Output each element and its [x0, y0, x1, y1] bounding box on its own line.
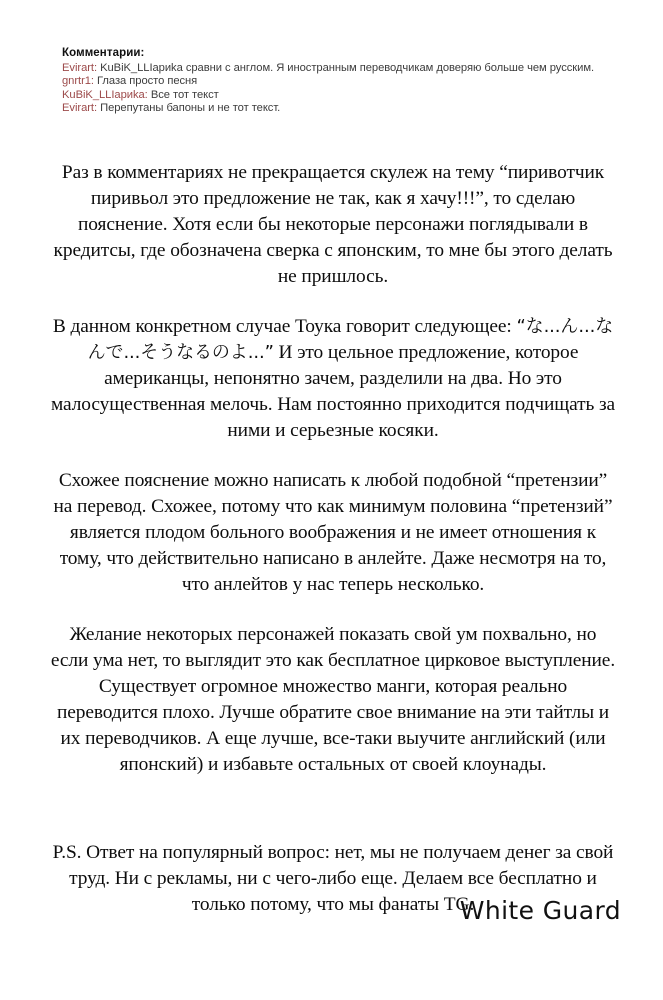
note-paragraph-2	[50, 314, 616, 444]
comment-text: Глаза просто песня	[97, 75, 198, 88]
note-paragraph-1: Раз в комментариях не прекращается скулеж на тему “пиривотчик пиривьол это предложение не так, как я хачу!!!”, то сделаю пояснение. Хотя если бы некоторые персонажи поглядывали в кредитсы, где обозначена сверка с японским, то мне бы этого делать не пришлось.	[53, 162, 613, 287]
comment-username: KuBiK_LLIapиka:	[62, 88, 148, 101]
note-paragraph-3: Схожее пояснение можно написать к любой подобной “претензии” на перевод. Схожее, потому что как минимум половина “претензий” является плодом больного воображения и не имеет отношения к тому, что действительно написано в анлейте. Даже несмотря на то, что анлейтов у нас теперь несколько.	[53, 470, 613, 595]
comment-item	[62, 75, 622, 88]
comments-section	[62, 46, 622, 116]
note-paragraph-4: Желание некоторых персонажей показать свой ум похвально, но если ума нет, то выглядит это как бесплатное цирковое выступление. Существует огромное множество манги, которая реально переводится плохо. Лучше обратите свое внимание на эти тайтлы и их переводчиков. А еще лучше, все-таки выучите английский (или японский) и избавьте остальных от своей клоунады.	[50, 624, 616, 775]
note-paragraph-2-rest: И это цельное предложение, которое американцы, непонятно зачем, разделили на два. Но это малосущественная мелочь. Нам постоянно приходится подчищать за ними и серьезные косяки.	[50, 342, 616, 441]
note-paragraph-2-lead: В данном конкретном случае Тоука говорит следующее:	[52, 316, 512, 337]
note-body	[50, 160, 616, 942]
comment-username: Evirart:	[62, 62, 98, 74]
comment-username: gnrtr1:	[62, 75, 94, 88]
comment-item	[62, 62, 622, 75]
comment-text: Перепутаны бапоны и не тот текст.	[100, 102, 281, 115]
comment-username: Evirart:	[62, 102, 98, 115]
comment-item	[62, 89, 622, 102]
note-paragraph-ps: P.S. Ответ на популярный вопрос: нет, мы не получаем денег за свой труд. Ни с рекламы, ни с чего-либо еще. Делаем все бесплатно и только потому, что мы фанаты TG.	[52, 842, 614, 915]
comments-heading: Комментарии:	[62, 47, 145, 59]
japanese-quote: “な...ん...なんで...そうなるのよ...”	[87, 316, 614, 363]
signature-white-guard: White Guard	[459, 896, 621, 925]
comment-item	[62, 102, 622, 115]
comment-text: KuBiK_LLIapиka сравни с англом. Я иностранным переводчикам доверяю больше чем русским.	[100, 62, 595, 74]
comment-text: Все тот текст	[150, 88, 219, 101]
